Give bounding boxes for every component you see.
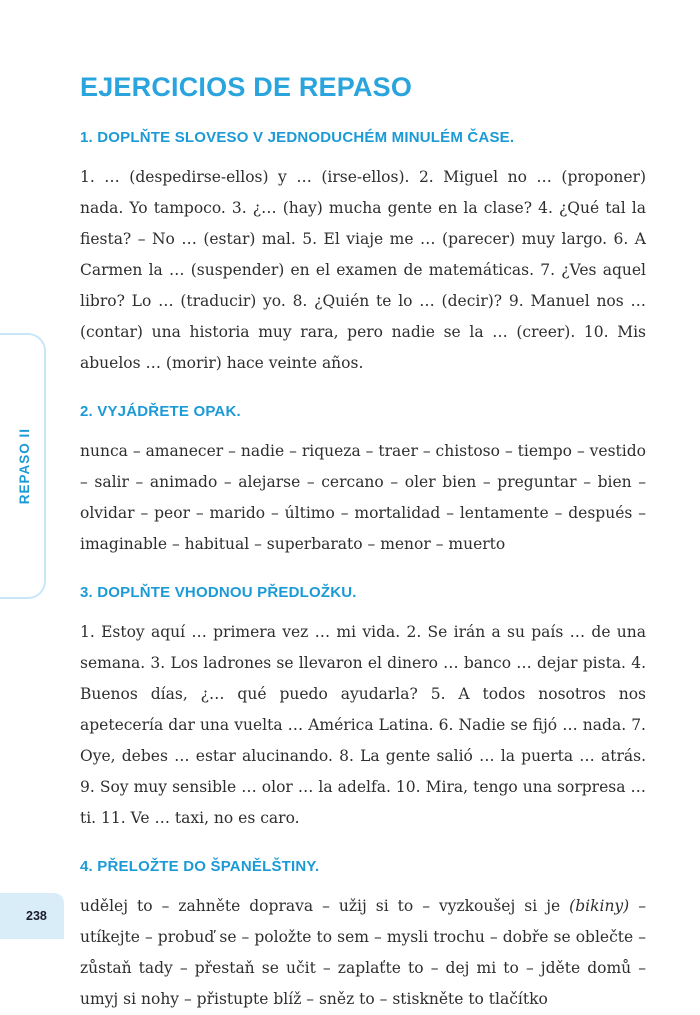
page-title: EJERCICIOS DE REPASO bbox=[80, 72, 413, 102]
exercise-paragraph-4-after: – utíkejte – probuď se – položte to sem – mysli trochu – dobře se oblečte – zůstaň tady – přestaň se učit – zaplaťte to – dej mi to – jděte domů – umyj si nohy – přistupte blíž – sněz to – stiskněte to tlačítko bbox=[80, 897, 646, 1008]
exercise-paragraph-1: 1. … (despedirse-ellos) y … (irse-ellos). 2. Miguel no … (proponer) nada. Yo tampoco. 3. ¿… (hay) mucha gente en la clase? 4. ¿Qué tal la fiesta? – No … (estar) mal. 5. El viaje me … (parecer) muy largo. 6. A Carmen la … (suspender) en el examen de matemáticas. 7. ¿Ves aquel libro? Lo … (traducir) yo. 8. ¿Quién te lo … (decir)? 9. Manuel nos … (contar) una historia muy rara, pero nadie se la … (creer). 10. Mis abuelos … (morir) hace veinte años. bbox=[80, 168, 646, 372]
exercise-paragraph-3: 1. Estoy aquí … primera vez … mi vida. 2. Se irán a su país … de una semana. 3. Los ladrones se llevaron el dinero … banco … dejar pista. 4. Buenos días, ¿… qué puedo ayudarla? 5. A todos nosotros nos apetecería dar una vuelta … América Latina. 6. Nadie se fijó … nada. 7. Oye, debes … estar alucinando. 8. La gente salió … la puerta … atrás. 9. Soy muy sensible … olor … la adelfa. 10. Mira, tengo una sorpresa … ti. 11. Ve … taxi, no es caro. bbox=[80, 623, 646, 827]
page-number-strip bbox=[0, 893, 64, 939]
section-heading-3: 3. DOPLŇTE VHODNOU PŘEDLOŽKU. bbox=[80, 584, 357, 601]
section-heading-2: 2. VYJÁDŘETE OPAK. bbox=[80, 403, 241, 420]
section-heading-1: 1. DOPLŇTE SLOVESO V JEDNODUCHÉM MINULÉM ČASE. bbox=[80, 129, 515, 146]
page-content bbox=[80, 72, 646, 1015]
chapter-side-tab-label: REPASO II bbox=[17, 427, 32, 505]
exercise-paragraph-4-before: udělej to – zahněte doprava – užij si to – vyzkoušej si je bbox=[80, 897, 570, 915]
chapter-side-tab bbox=[0, 333, 46, 599]
section-heading-4: 4. PŘELOŽTE DO ŠPANĚLŠTINY. bbox=[80, 858, 320, 875]
exercise-paragraph-4-italic: (bikiny) bbox=[569, 897, 630, 915]
page-number: 238 bbox=[26, 909, 47, 923]
exercise-paragraph-4 bbox=[80, 891, 646, 1015]
exercise-paragraph-2: nunca – amanecer – nadie – riqueza – traer – chistoso – tiempo – vestido – salir – animado – alejarse – cercano – oler bien – preguntar – bien – olvidar – peor – marido – último – mortalidad – lentamente – después – imaginable – habitual – superbarato – menor – muerto bbox=[80, 442, 646, 553]
